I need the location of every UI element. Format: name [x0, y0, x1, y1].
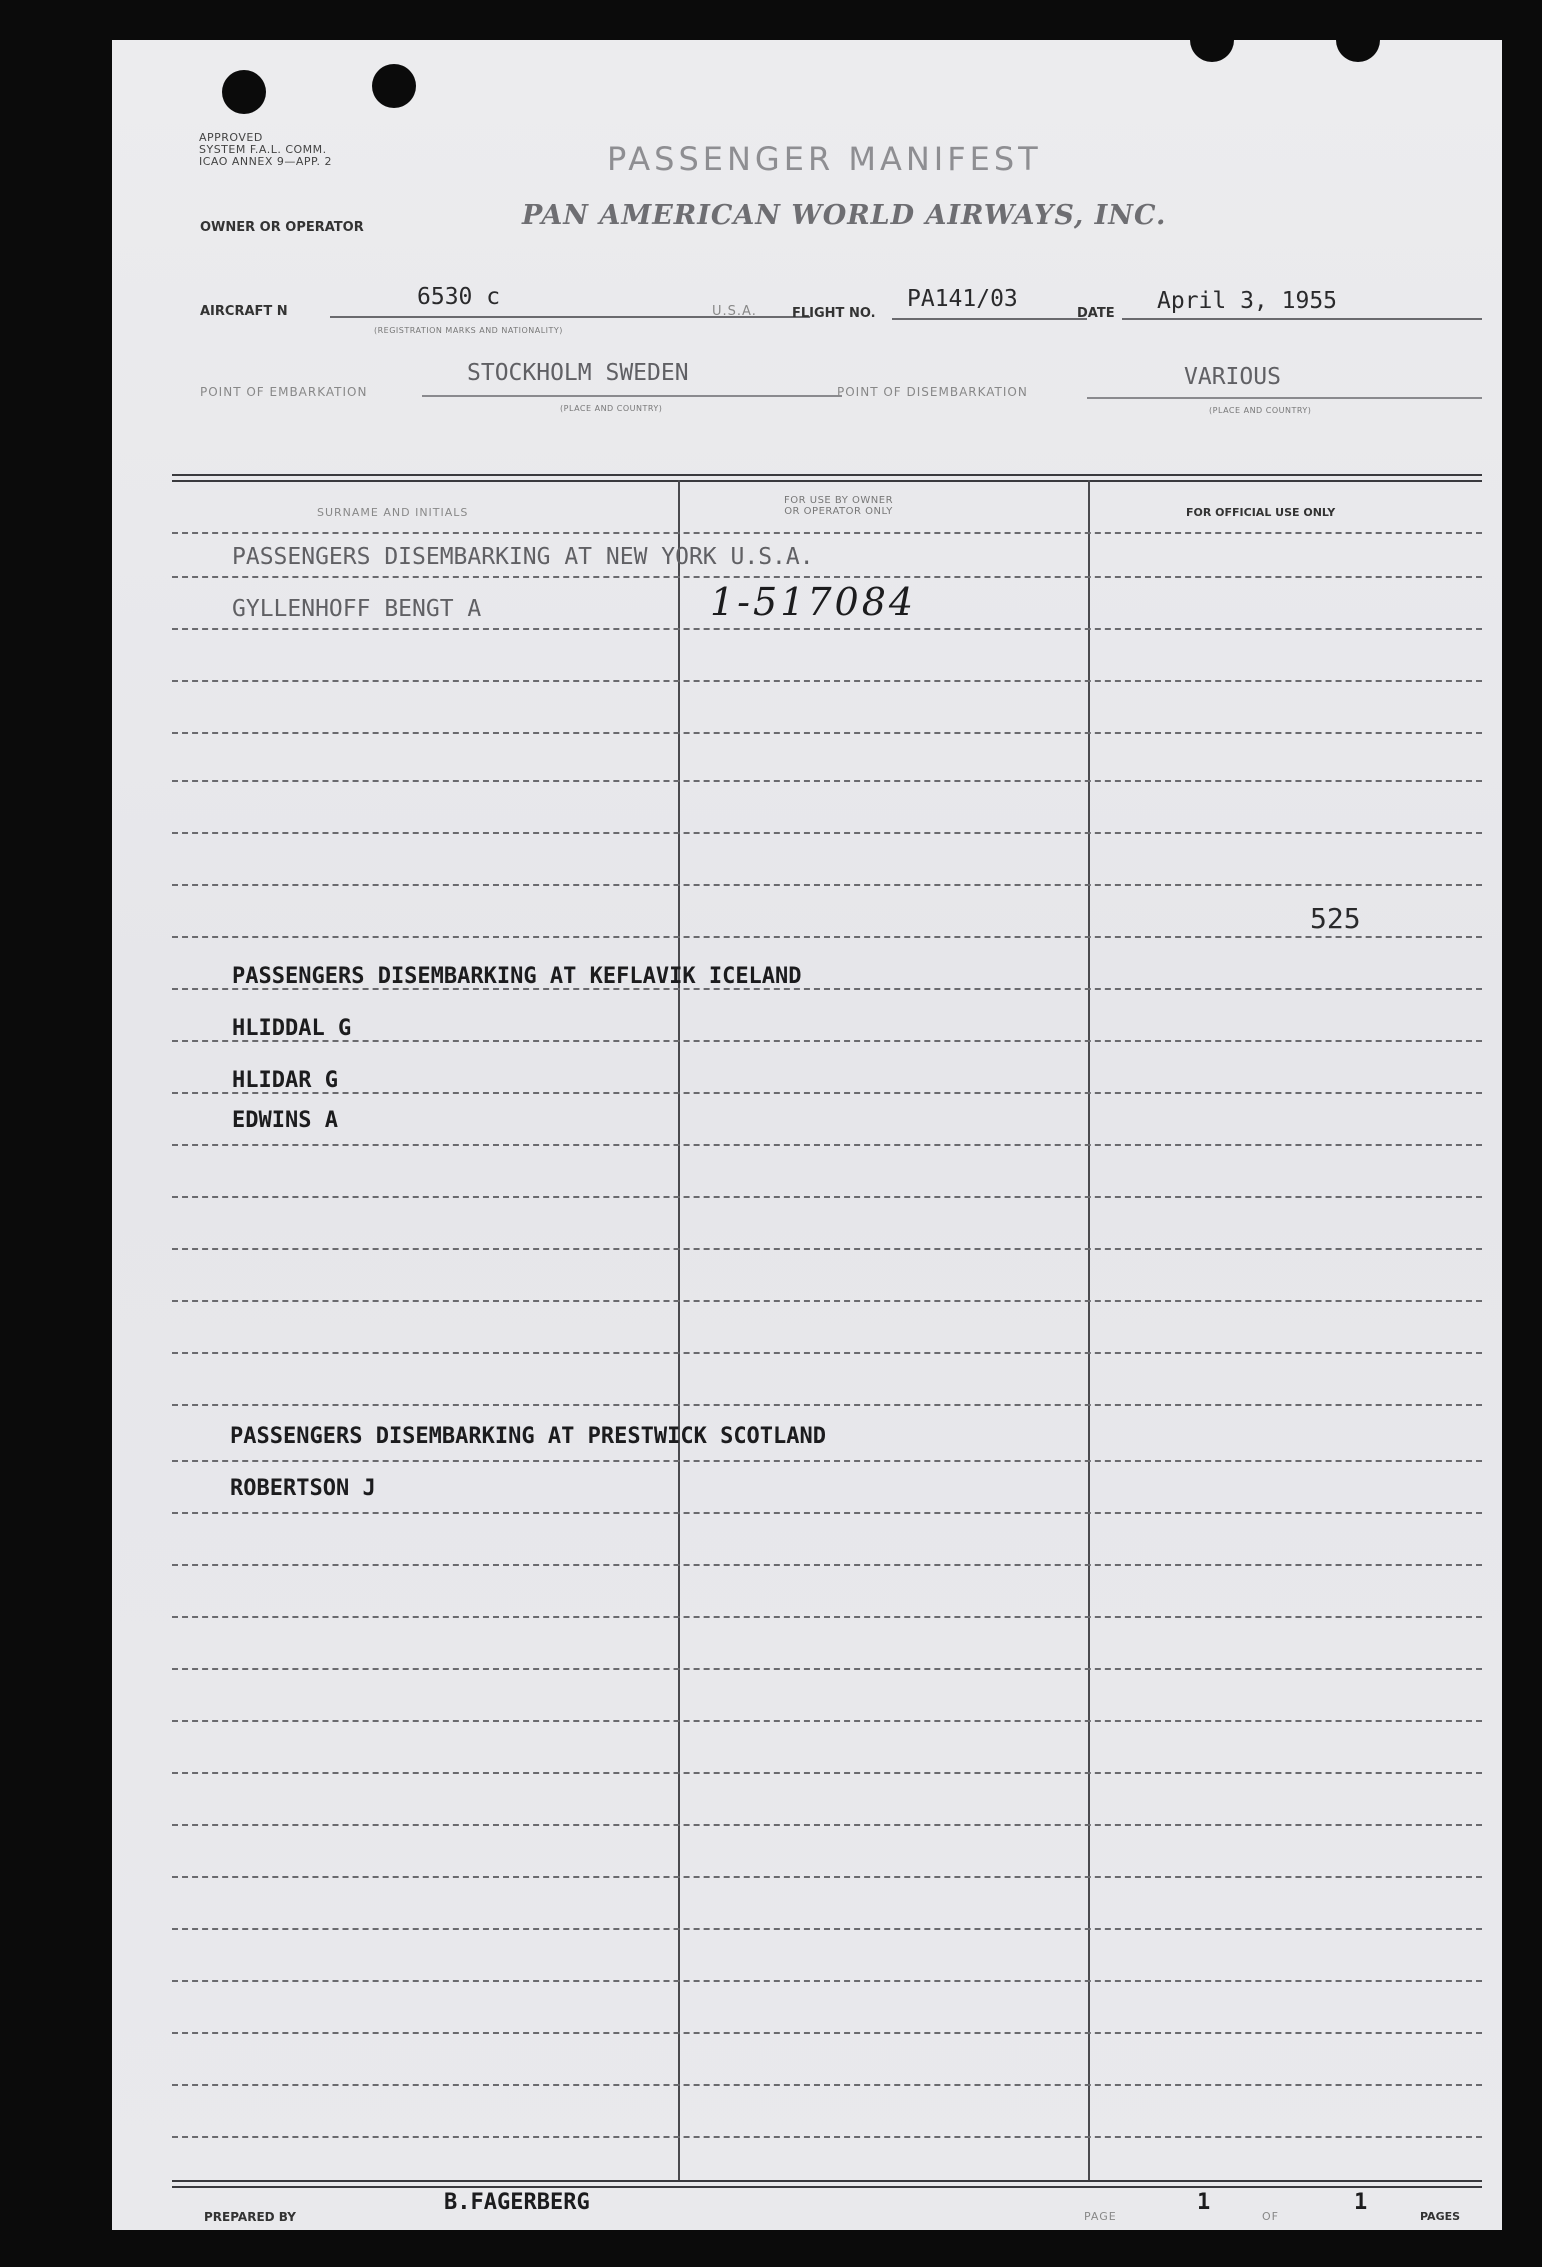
- ruled-line: [172, 1980, 1482, 1982]
- handwritten-number: 1-517084: [710, 580, 917, 624]
- column-header-line: OR OPERATOR ONLY: [784, 506, 893, 517]
- approval-line: APPROVED: [199, 131, 263, 144]
- ruled-line: [172, 1404, 1482, 1406]
- passenger-name: ROBERTSON J: [230, 1476, 376, 1501]
- ruled-line: [172, 1196, 1482, 1198]
- ruled-line: [172, 1668, 1482, 1670]
- heading-new-york: PASSENGERS DISEMBARKING AT NEW YORK U.S.A.: [232, 544, 814, 570]
- punch-hole: [1190, 40, 1234, 62]
- ruled-line: [172, 1564, 1482, 1566]
- ruled-line: [172, 576, 1482, 578]
- ruled-line: [172, 680, 1482, 682]
- pages-label: PAGES: [1420, 2210, 1461, 2223]
- column-header-official-use: FOR OFFICIAL USE ONLY: [1186, 506, 1336, 519]
- prepared-label: PREPARED BY: [204, 2210, 296, 2224]
- prepared-by: B.FAGERBERG: [444, 2190, 590, 2215]
- passenger-name: HLIDAR G: [232, 1068, 338, 1093]
- official-number: 525: [1310, 902, 1361, 935]
- ruled-line: [172, 832, 1482, 834]
- total-pages: 1: [1354, 2190, 1368, 2215]
- embark-place: STOCKHOLM SWEDEN: [467, 360, 689, 386]
- ruled-line: [172, 1876, 1482, 1878]
- page-label: PAGE: [1084, 2210, 1117, 2223]
- nationality: U.S.A.: [712, 304, 757, 319]
- aircraft-registration: 6530 c: [417, 284, 501, 310]
- embark-sublabel: (PLACE AND COUNTRY): [560, 404, 663, 413]
- passenger-name: EDWINS A: [232, 1108, 338, 1133]
- column-header-line: FOR USE BY OWNER: [784, 495, 894, 506]
- disembark-label: POINT OF DISEMBARKATION: [837, 385, 1028, 399]
- ruled-line: [172, 532, 1482, 534]
- table-top-rule: [172, 474, 1482, 476]
- ruled-line: [172, 2032, 1482, 2034]
- approval-line: SYSTEM F.A.L. COMM.: [199, 143, 327, 156]
- ruled-line: [172, 1772, 1482, 1774]
- table-bottom-rule: [172, 2186, 1482, 2188]
- embark-label: POINT OF EMBARKATION: [200, 385, 368, 399]
- table-bottom-rule: [172, 2180, 1482, 2182]
- aircraft-label: AIRCRAFT N: [200, 304, 288, 319]
- approval-line: ICAO ANNEX 9—APP. 2: [199, 155, 332, 168]
- aircraft-sublabel: (REGISTRATION MARKS AND NATIONALITY): [374, 326, 563, 335]
- ruled-line: [172, 1512, 1482, 1514]
- ruled-line: [172, 1144, 1482, 1146]
- flight-label: FLIGHT NO.: [792, 306, 876, 321]
- ruled-line: [172, 1040, 1482, 1042]
- column-header-owner-use: [784, 495, 893, 517]
- ruled-line: [172, 1928, 1482, 1930]
- ruled-line: [172, 1248, 1482, 1250]
- flight-date: April 3, 1955: [1157, 288, 1338, 314]
- manifest-sheet: [112, 40, 1502, 2230]
- ruled-line: [172, 1720, 1482, 1722]
- ruled-line: [172, 1352, 1482, 1354]
- ruled-line: [172, 2084, 1482, 2086]
- ruled-line: [172, 1460, 1482, 1462]
- disembark-place: VARIOUS: [1184, 364, 1281, 390]
- ruled-line: [172, 2136, 1482, 2138]
- table-top-rule: [172, 480, 1482, 482]
- punch-hole: [1336, 40, 1380, 62]
- approval-note: [199, 132, 332, 168]
- ruled-line: [172, 1616, 1482, 1618]
- page-number: 1: [1197, 2190, 1211, 2215]
- punch-hole: [222, 70, 266, 114]
- ruled-line: [172, 628, 1482, 630]
- of-label: OF: [1262, 2210, 1279, 2223]
- form-title: PASSENGER MANIFEST: [607, 140, 1042, 178]
- owner-label: OWNER OR OPERATOR: [200, 220, 364, 235]
- ruled-line: [172, 1092, 1482, 1094]
- ruled-line: [172, 1824, 1482, 1826]
- company-name: PAN AMERICAN WORLD AIRWAYS, INC.: [522, 200, 1167, 231]
- column-divider: [1088, 480, 1090, 2180]
- ruled-line: [172, 936, 1482, 938]
- passenger-name: GYLLENHOFF BENGT A: [232, 596, 482, 622]
- heading-keflavik: PASSENGERS DISEMBARKING AT KEFLAVIK ICELAND: [232, 964, 802, 989]
- disembark-sublabel: (PLACE AND COUNTRY): [1209, 406, 1312, 415]
- ruled-line: [172, 780, 1482, 782]
- passenger-name: HLIDDAL G: [232, 1016, 352, 1041]
- punch-hole: [372, 64, 416, 108]
- ruled-line: [172, 732, 1482, 734]
- heading-prestwick: PASSENGERS DISEMBARKING AT PRESTWICK SCOTLAND: [230, 1424, 827, 1449]
- column-divider: [678, 480, 680, 2180]
- date-label: DATE: [1077, 306, 1115, 321]
- ruled-line: [172, 884, 1482, 886]
- flight-number: PA141/03: [907, 286, 1018, 312]
- ruled-line: [172, 1300, 1482, 1302]
- column-header-names: SURNAME AND INITIALS: [317, 506, 469, 519]
